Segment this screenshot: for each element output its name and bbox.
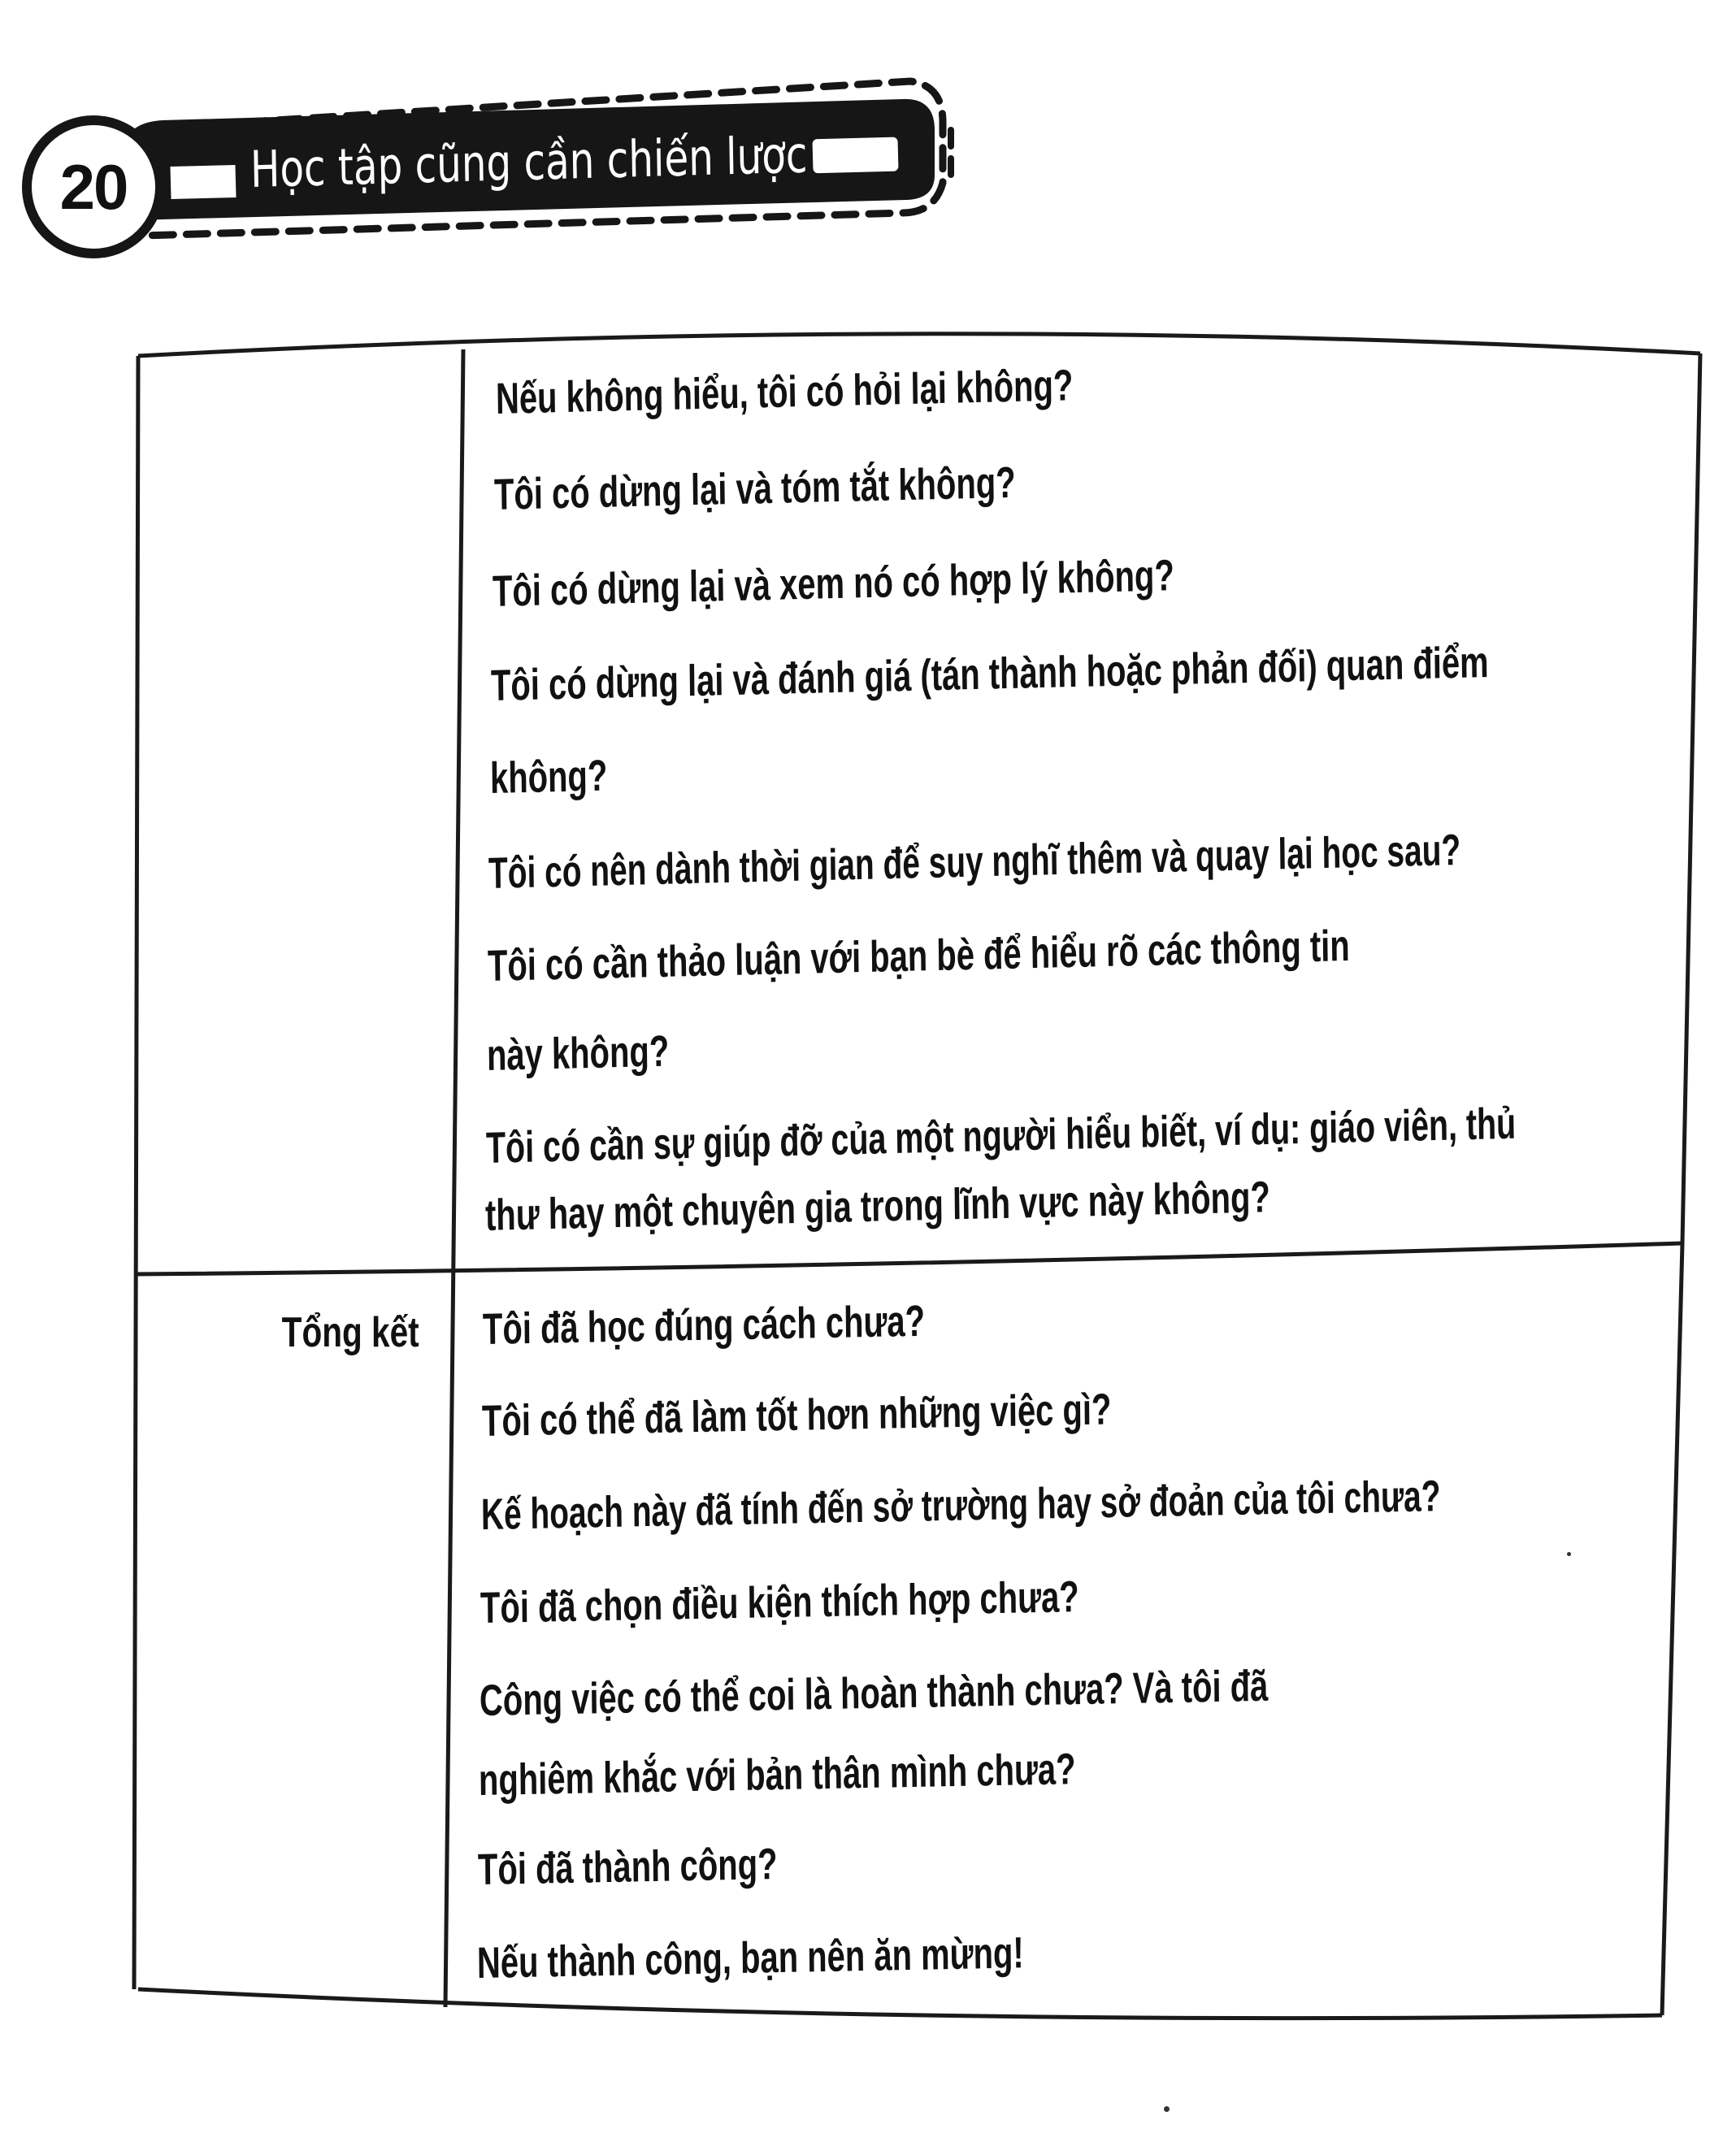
- list-item: Công việc có thể coi là hoàn thành chưa? Và tôi đã: [479, 1661, 1269, 1725]
- list-item: này không?: [486, 1026, 670, 1080]
- list-item: Tôi có dừng lại và đánh giá (tán thành hoặc phản đối) quan điểm: [490, 638, 1489, 710]
- list-item: Tôi đã chọn điều kiện thích hợp chưa?: [480, 1572, 1079, 1633]
- list-item: Tôi có nên dành thời gian để suy nghĩ thêm và quay lại học sau?: [488, 826, 1461, 898]
- chapter-header: [0, 0, 1736, 293]
- list-item: Nếu thành công, bạn nên ăn mừng!: [476, 1928, 1024, 1988]
- list-item: Tôi đã học đúng cách chưa?: [482, 1296, 926, 1354]
- list-item: Tôi có cần thảo luận với bạn bè để hiểu rõ các thông tin: [487, 921, 1351, 991]
- list-item: không?: [489, 751, 608, 803]
- scan-speck: [1567, 1552, 1571, 1556]
- list-item: thư hay một chuyên gia trong lĩnh vực này không?: [484, 1173, 1271, 1240]
- list-item: Tôi có dừng lại và tóm tắt không?: [493, 457, 1016, 519]
- chapter-title: Học tập cũng cần chiến lược: [250, 124, 808, 199]
- row-2-label: Tổng kết: [281, 1309, 419, 1356]
- list-item: Tôi có cần sự giúp đỡ của một người hiểu biết, ví dụ: giáo viên, thủ: [485, 1099, 1517, 1173]
- list-item: Tôi có dừng lại và xem nó có hợp lý không?: [492, 551, 1175, 616]
- scan-speck: [1164, 2106, 1170, 2112]
- list-item: Kế hoạch này đã tính đến sở trường hay sở đoản của tôi chưa?: [480, 1472, 1441, 1539]
- list-item: Tôi có thể đã làm tốt hơn những việc gì?: [481, 1385, 1112, 1446]
- page-number: 20: [59, 150, 128, 223]
- list-item: Tôi đã thành công?: [477, 1840, 778, 1894]
- list-item: nghiêm khắc với bản thân mình chưa?: [478, 1745, 1076, 1805]
- list-item: Nếu không hiểu, tôi có hỏi lại không?: [495, 361, 1074, 423]
